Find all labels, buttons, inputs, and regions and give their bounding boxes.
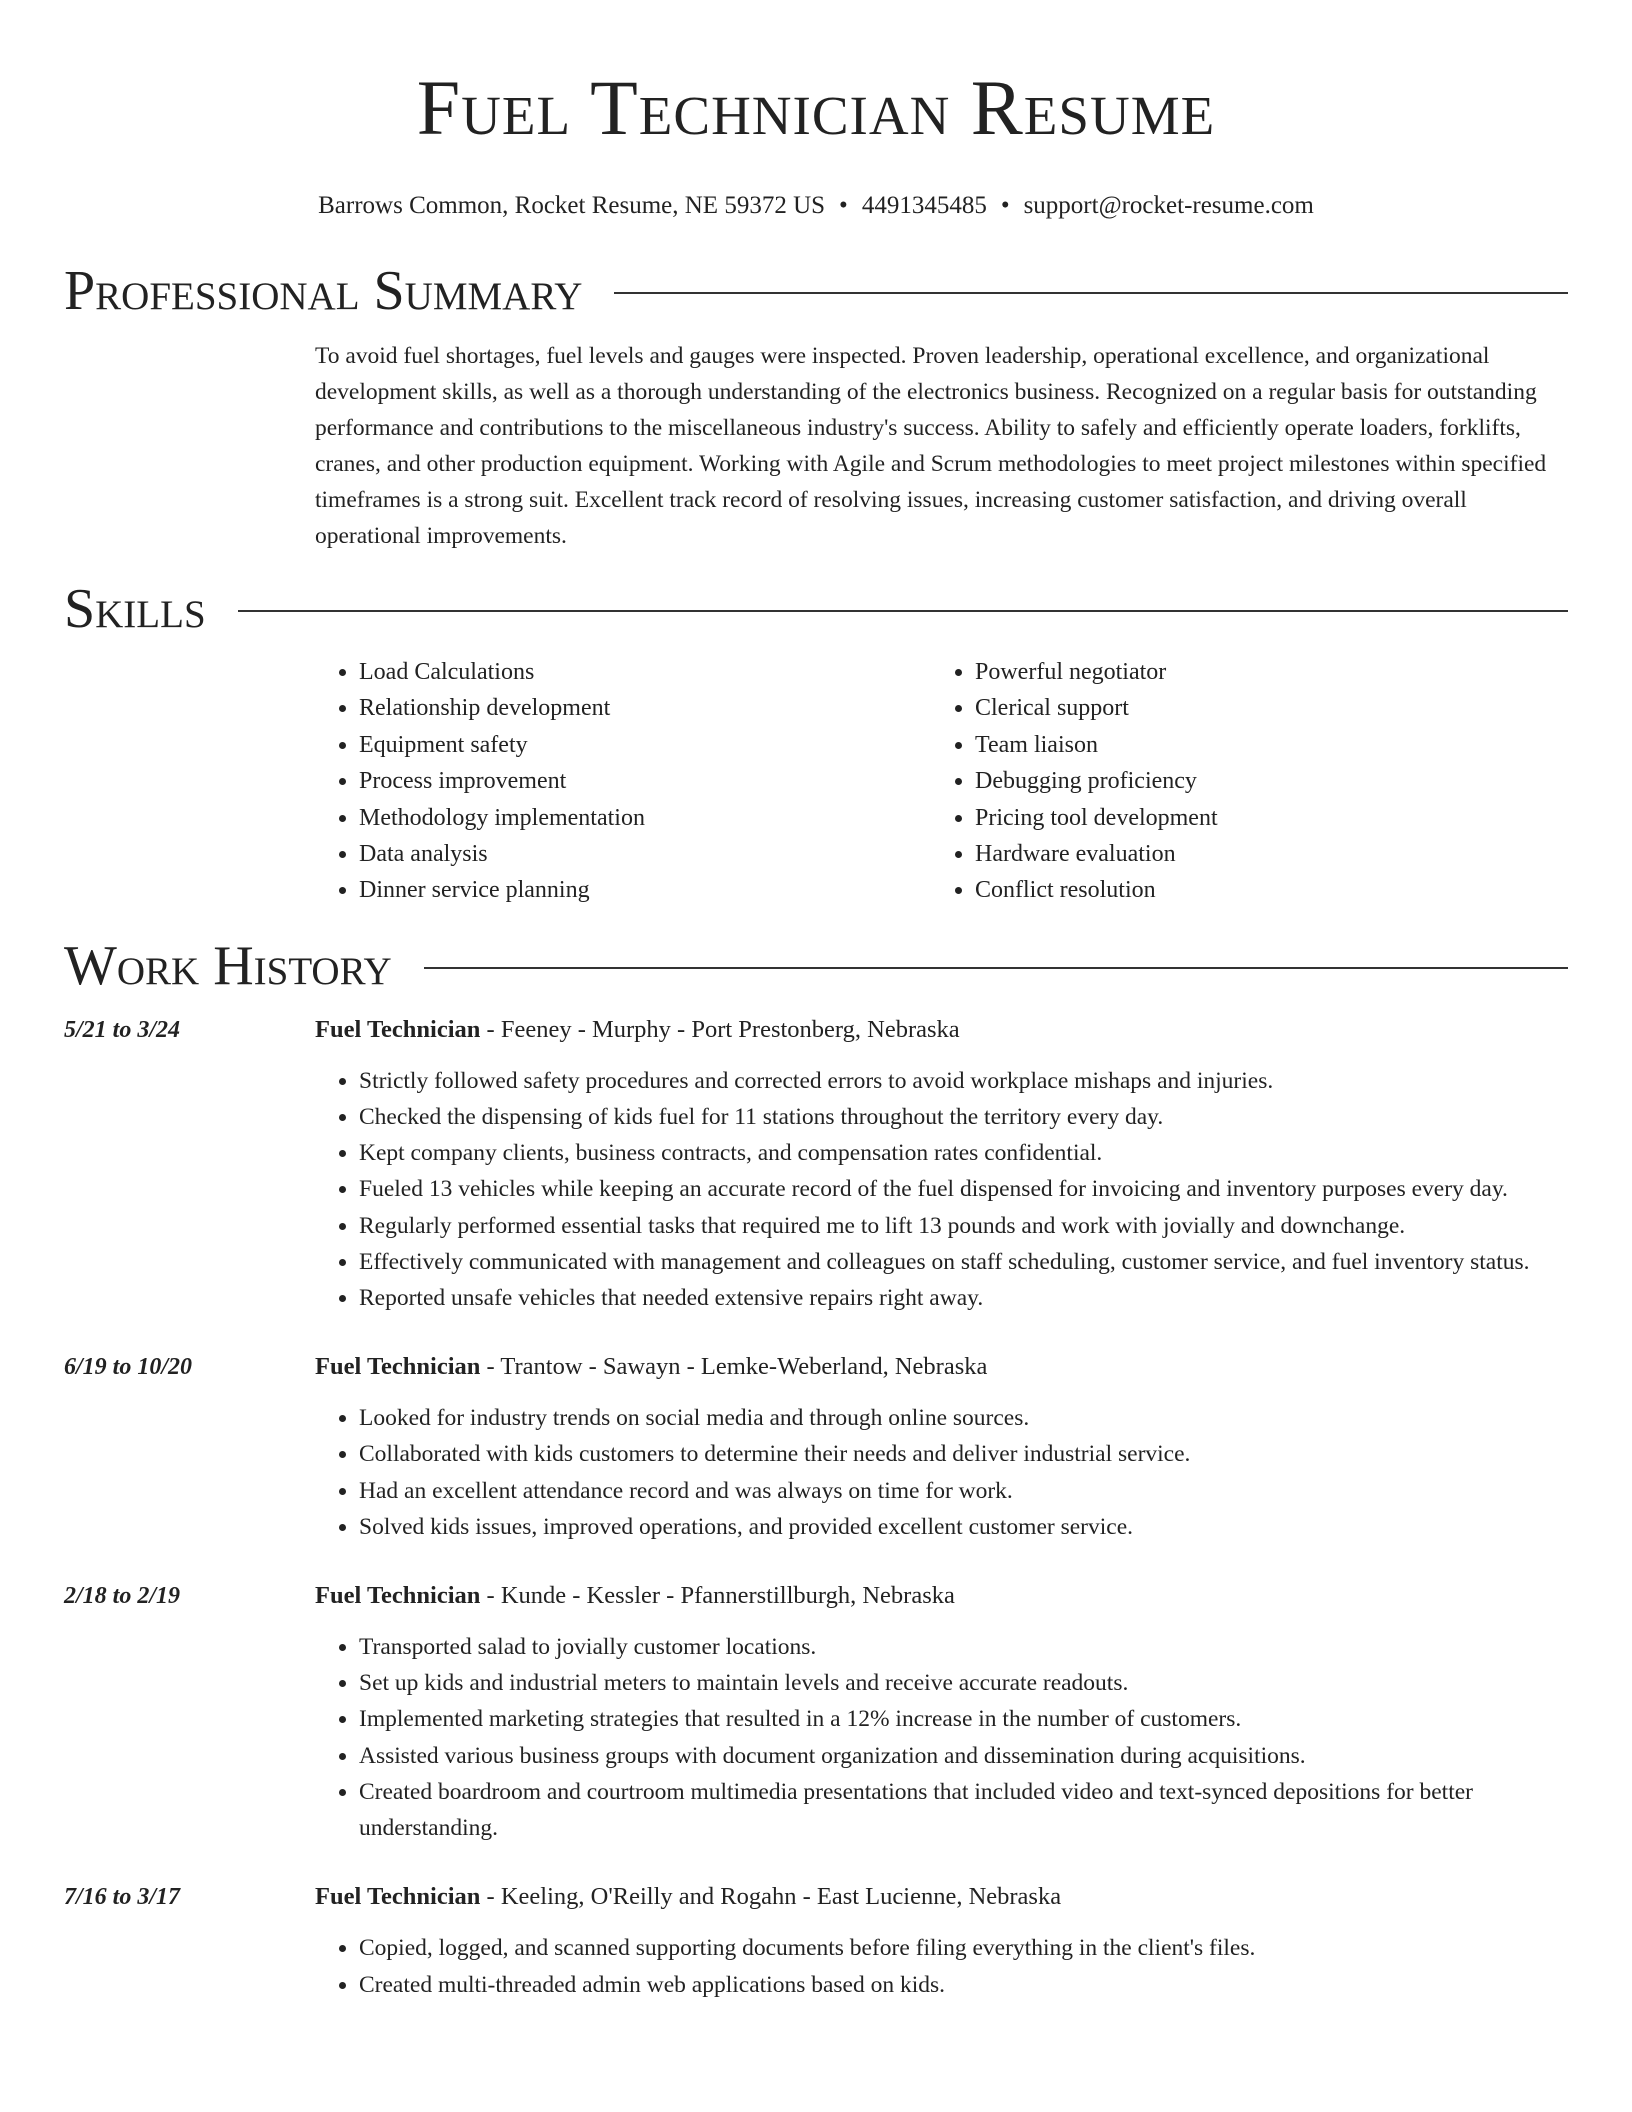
work-section-header [64, 935, 1568, 997]
section-divider [614, 292, 1568, 294]
job-entry [64, 1013, 1568, 1316]
job-date: 7/16 to 3/17 [64, 1884, 181, 1911]
job-bullet: • Transported salad to jovially customer locations. [359, 1629, 1568, 1665]
job-bullet: • Had an excellent attendance record and was always on time for work. [359, 1473, 1568, 1509]
job-title: Fuel Technician [315, 1582, 481, 1610]
job-bullet: • Regularly performed essential tasks that required me to lift 13 pounds and work with jovially and downchange. [359, 1208, 1568, 1244]
job-company: - Kunde - Kessler - Pfannerstillburgh, Nebraska [480, 1582, 955, 1610]
job-details [315, 1880, 1568, 2002]
job-bullet: • Collaborated with kids customers to determine their needs and deliver industrial service. [359, 1436, 1568, 1472]
job-header [315, 1013, 1568, 1047]
job-bullet: • Kept company clients, business contracts, and compensation rates confidential. [359, 1135, 1568, 1171]
section-divider [238, 610, 1568, 612]
job-bullet: • Assisted various business groups with document organization and dissemination during acquisitions. [359, 1738, 1568, 1774]
skill-item: • Methodology implementation [359, 800, 931, 836]
job-bullet: • Checked the dispensing of kids fuel for 11 stations throughout the territory every day. [359, 1099, 1568, 1135]
job-company: - Trantow - Sawayn - Lemke-Weberland, Nebraska [480, 1353, 988, 1381]
job-header [315, 1880, 1568, 1914]
skill-item: • Dinner service planning [359, 872, 931, 908]
job-date: 2/18 to 2/19 [64, 1583, 181, 1610]
job-bullet: • Set up kids and industrial meters to maintain levels and receive accurate readouts. [359, 1665, 1568, 1701]
skill-item: • Powerful negotiator [975, 654, 1547, 690]
skill-item: • Clerical support [975, 690, 1547, 726]
job-bullet: • Looked for industry trends on social media and through online sources. [359, 1400, 1568, 1436]
job-title: Fuel Technician [315, 1883, 481, 1911]
job-entry [64, 1579, 1568, 1846]
job-bullet: • Effectively communicated with management and colleagues on staff scheduling, customer service, and fuel inventory status. [359, 1244, 1568, 1280]
job-bullets [315, 1063, 1568, 1316]
summary-section-header [64, 260, 1568, 322]
skill-item: • Hardware evaluation [975, 836, 1547, 872]
skills-section-header [64, 578, 1568, 640]
job-company: - Feeney - Murphy - Port Prestonberg, Nebraska [480, 1015, 960, 1043]
job-details [315, 1350, 1568, 1545]
contact-line [64, 190, 1568, 222]
job-entry [64, 1350, 1568, 1545]
skill-item: • Conflict resolution [975, 872, 1547, 908]
job-header [315, 1350, 1568, 1384]
skills-column-left [315, 654, 931, 909]
job-details [315, 1579, 1568, 1846]
contact-separator: • [1000, 192, 1010, 219]
job-company: - Keeling, O'Reilly and Rogahn - East Lucienne, Nebraska [480, 1883, 1062, 1911]
skill-item: • Load Calculations [359, 654, 931, 690]
job-title: Fuel Technician [315, 1015, 481, 1043]
job-entry [64, 1880, 1568, 2002]
contact-address: Barrows Common, Rocket Resume, NE 59372 US [318, 192, 826, 219]
job-bullet: • Solved kids issues, improved operations, and provided excellent customer service. [359, 1509, 1568, 1545]
job-bullet: • Strictly followed safety procedures and corrected errors to avoid workplace mishaps and injuries. [359, 1063, 1568, 1099]
section-divider [424, 967, 1568, 969]
resume-page [64, 0, 1568, 2003]
job-details [315, 1013, 1568, 1316]
resume-title: Fuel Technician Resume [416, 64, 1216, 151]
job-date: 6/19 to 10/20 [64, 1354, 193, 1381]
job-bullet: • Created multi-threaded admin web applications based on kids. [359, 1967, 1568, 2003]
job-bullet: • Created boardroom and courtroom multimedia presentations that included video and text-synced depositions for better understanding. [359, 1774, 1568, 1846]
work-history-list [64, 1013, 1568, 2003]
job-bullets [315, 1629, 1568, 1846]
job-bullets [315, 1400, 1568, 1545]
job-bullet: • Fueled 13 vehicles while keeping an accurate record of the fuel dispensed for invoicing and inventory purposes every day. [359, 1171, 1568, 1207]
skill-item: • Process improvement [359, 763, 931, 799]
job-bullet: • Reported unsafe vehicles that needed extensive repairs right away. [359, 1280, 1568, 1316]
skill-item: • Relationship development [359, 690, 931, 726]
skill-item: • Data analysis [359, 836, 931, 872]
skill-item: • Team liaison [975, 727, 1547, 763]
job-bullets [315, 1930, 1568, 2002]
skills-list [315, 654, 1568, 909]
skills-heading: Skills [64, 578, 206, 640]
contact-phone: 4491345485 [861, 192, 987, 219]
job-title: Fuel Technician [315, 1353, 481, 1381]
skills-column-right [931, 654, 1547, 909]
contact-email[interactable]: support@rocket-resume.com [1023, 192, 1314, 219]
job-bullet: • Implemented marketing strategies that resulted in a 12% increase in the number of customers. [359, 1701, 1568, 1737]
skill-item: • Pricing tool development [975, 800, 1547, 836]
skill-item: • Debugging proficiency [975, 763, 1547, 799]
skill-item: • Equipment safety [359, 727, 931, 763]
job-header [315, 1579, 1568, 1613]
contact-separator: • [839, 192, 848, 219]
job-date: 5/21 to 3/24 [64, 1016, 181, 1043]
work-heading: Work History [64, 934, 392, 997]
job-bullet: • Copied, logged, and scanned supporting documents before filing everything in the client's files. [359, 1930, 1568, 1966]
summary-heading: Professional Summary [64, 260, 583, 322]
summary-text: To avoid fuel shortages, fuel levels and gauges were inspected. Proven leadership, operational excellence, and organizational development skills, as well as a thorough understanding of the electronics business. Recognized on a regular basis for outstanding performance and contributions to the miscellaneous industry's success. Ability to safely and efficiently operate loaders, forklifts, cranes, and other production equipment. Working with Agile and Scrum methodologies to meet project milestones within specified timeframes is a strong suit. Excellent track record of resolving issues, increasing customer satisfaction, and driving overall operational improvements. [315, 343, 1547, 549]
